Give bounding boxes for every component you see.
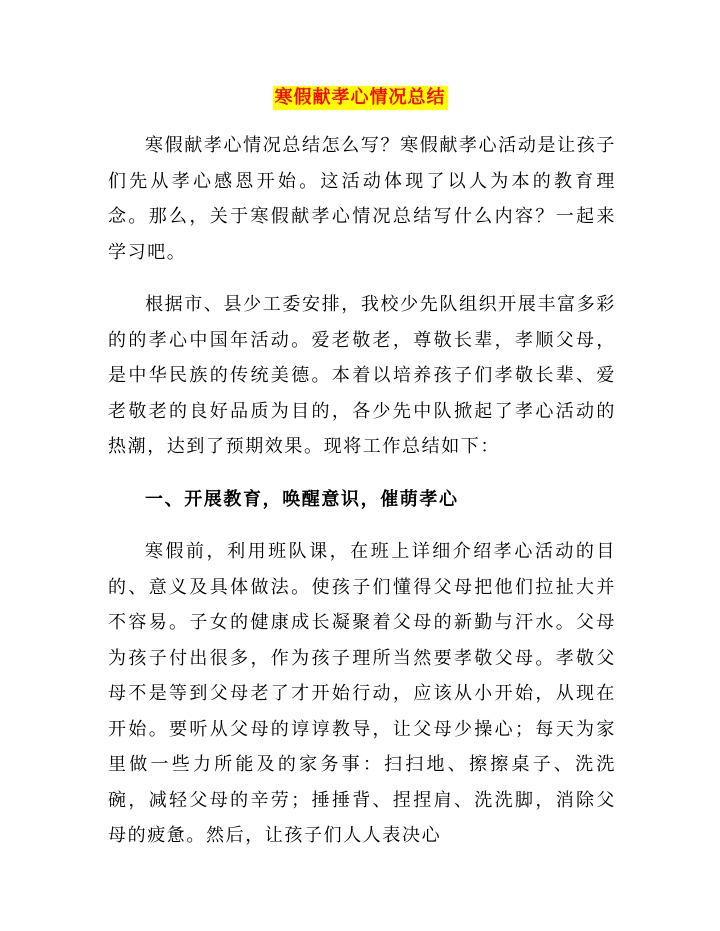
background-paragraph: 根据市、县少工委安排，我校少先队组织开展丰富多彩的的孝心中国年活动。爱老敬老，尊敬长辈，孝顺父母，是中华民族的传统美德。本着以培养孩子们孝敬长辈、爱老敬老的良好品质为目的，各少先中队掀起了孝心活动的热潮，达到了预期效果。现将工作总结如下： <box>108 294 616 457</box>
title-wrapper <box>0 86 720 110</box>
paragraph-gap <box>108 517 616 534</box>
document-title: 寒假献孝心情况总结 <box>274 87 446 108</box>
paragraph-gap <box>108 465 616 482</box>
section-heading: 一、开展教育，唤醒意识，催萌孝心 <box>145 488 459 510</box>
document-body <box>108 128 616 854</box>
intro-paragraph: 寒假献孝心情况总结怎么写？寒假献孝心活动是让孩子们先从孝心感恩开始。这活动体现了以人为本的教育理念。那么，关于寒假献孝心情况总结写什么内容？一起来学习吧。 <box>108 135 616 263</box>
paragraph-gap <box>108 270 616 287</box>
section-paragraph: 寒假前，利用班队课，在班上详细介绍孝心活动的目的、意义及具体做法。使孩子们懂得父母把他们拉扯大并不容易。子女的健康成长凝聚着父母的新勤与汗水。父母为孩子付出很多，作为孩子理所当然要孝敬父母。孝敬父母不是等到父母老了才开始行动，应该从小开始，从现在开始。要听从父母的谆谆教导，让父母少操心；每天为家里做一些力所能及的家务事：扫扫地、擦擦桌子、洗洗碗，减轻父母的辛劳；捶捶背、捏捏肩、洗洗脚，消除父母的疲惫。然后，让孩子们人人表决心 <box>108 541 616 846</box>
